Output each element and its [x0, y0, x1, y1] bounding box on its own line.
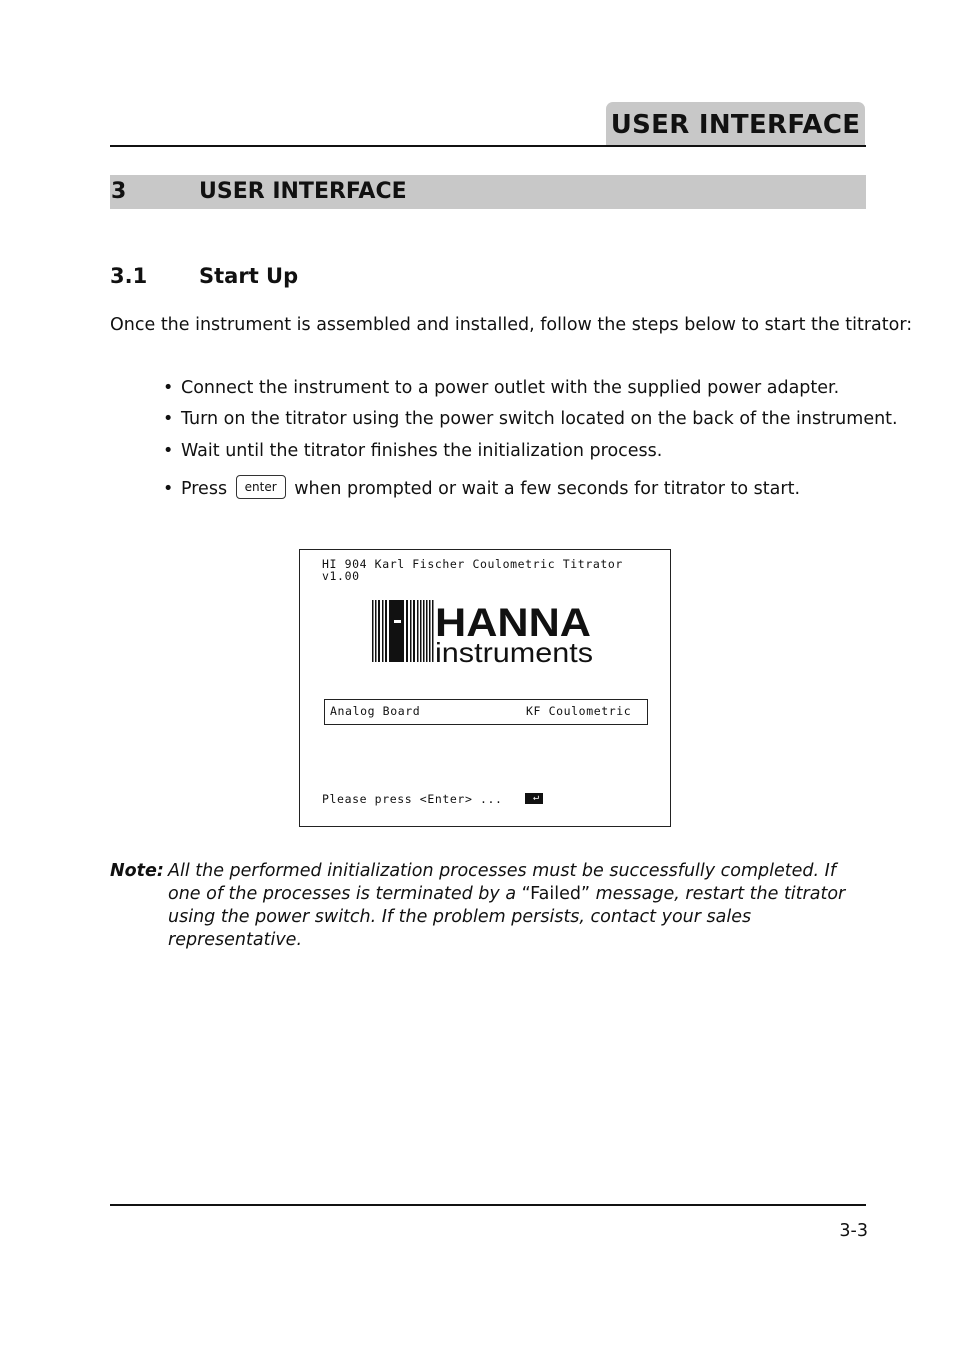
hanna-logo — [372, 598, 596, 666]
enter-prompt: Please press <Enter> ... — [322, 792, 503, 806]
header-divider — [110, 145, 866, 147]
header-title: USER INTERFACE — [610, 110, 861, 140]
screen-model-line: HI 904 Karl Fischer Coulometric Titrator — [322, 557, 623, 571]
note-failed-quote: “Failed” — [521, 884, 591, 904]
bullet-marker: • — [163, 479, 174, 499]
note-text-before: All the performed initialization processes must be successfully completed. If one of the processes is terminated by a — [168, 861, 836, 904]
startup-screen — [299, 549, 671, 827]
screen-version-line: v1.00 — [322, 569, 360, 583]
bullet-item: Connect the instrument to a power outlet with the supplied power adapter. — [181, 378, 840, 398]
logo-brand-text: HANNA — [435, 601, 591, 645]
press-text: Press — [181, 479, 228, 499]
intro-paragraph: Once the instrument is assembled and installed, follow the steps below to start the titrator: — [110, 315, 913, 335]
logo-sub-text: instruments — [435, 637, 593, 666]
press-text-after: when prompted or wait a few seconds for titrator to start. — [294, 479, 801, 499]
board-name: Analog Board — [330, 704, 421, 718]
subsection-title: Start Up — [199, 264, 299, 288]
enter-arrow-icon: ↵ — [533, 792, 540, 803]
section-title: USER INTERFACE — [199, 179, 407, 204]
note-label: Note: — [110, 861, 164, 881]
enter-key-icon: enter — [236, 475, 286, 499]
bullet-item: Turn on the titrator using the power switch located on the back of the instrument. — [181, 409, 898, 429]
bullet-marker: • — [163, 441, 174, 461]
bullet-item-press-enter — [181, 477, 800, 501]
board-type: KF Coulometric — [526, 704, 632, 718]
note-text — [168, 860, 868, 952]
bullet-item: Wait until the titrator finishes the initialization process. — [181, 441, 663, 461]
footer-divider — [110, 1204, 866, 1206]
page-number: 3-3 — [839, 1221, 868, 1241]
bullet-marker: • — [163, 378, 174, 398]
note-text-after: message, restart the titrator using the power switch. If the problem persists, contact your sales representative. — [168, 884, 846, 950]
subsection-number: 3.1 — [110, 264, 148, 288]
bullet-marker: • — [163, 409, 174, 429]
section-number: 3 — [111, 179, 127, 204]
